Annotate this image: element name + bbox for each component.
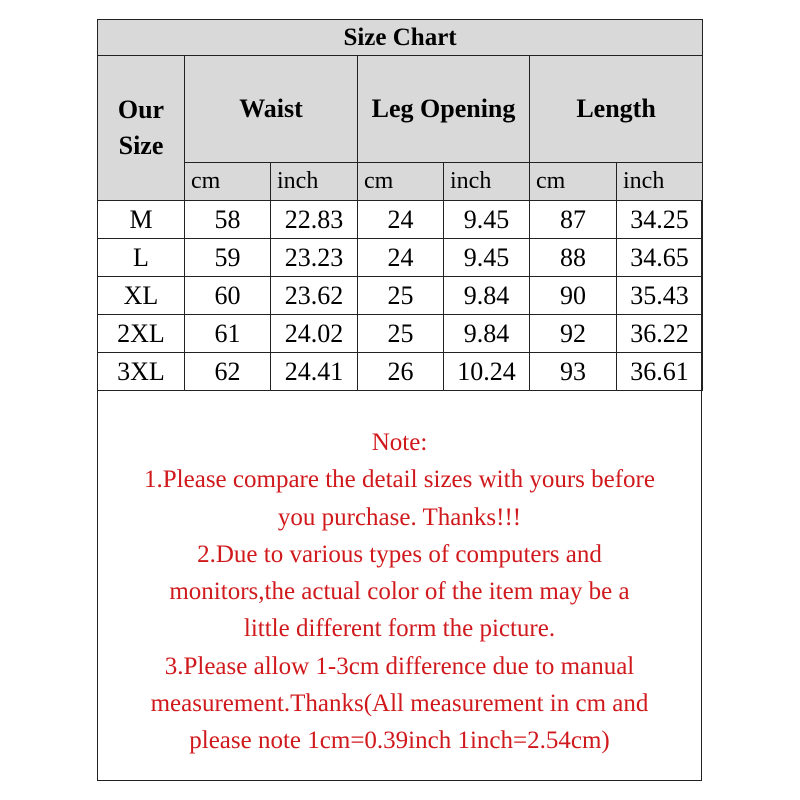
table-row xyxy=(98,353,703,391)
leg-cm: 25 xyxy=(358,315,444,353)
header-our-size-label: Our Size xyxy=(117,95,165,160)
waist-inch: 23.23 xyxy=(271,239,358,277)
unit-leg-inch: inch xyxy=(444,163,530,201)
header-our-size xyxy=(98,56,185,201)
length-inch: 34.25 xyxy=(617,201,703,239)
leg-cm: 26 xyxy=(358,353,444,391)
unit-leg-cm: cm xyxy=(358,163,444,201)
leg-cm: 24 xyxy=(358,239,444,277)
size-label: M xyxy=(98,201,185,239)
waist-cm: 61 xyxy=(185,315,271,353)
unit-waist-cm: cm xyxy=(185,163,271,201)
header-leg-opening: Leg Opening xyxy=(358,56,530,163)
table-row xyxy=(98,315,703,353)
leg-inch: 9.84 xyxy=(444,315,530,353)
unit-length-inch: inch xyxy=(617,163,703,201)
unit-waist-inch: inch xyxy=(271,163,358,201)
leg-cm: 24 xyxy=(358,201,444,239)
note-line: you purchase. Thanks!!! xyxy=(277,503,522,531)
note-line: 1.Please compare the detail sizes with yours before xyxy=(144,466,655,494)
length-inch: 36.22 xyxy=(617,315,703,353)
note-block xyxy=(97,424,702,760)
length-inch: 36.61 xyxy=(617,353,703,391)
note-line: little different form the picture. xyxy=(243,615,556,643)
size-chart-table xyxy=(97,19,703,391)
unit-length-cm: cm xyxy=(530,163,617,201)
leg-inch: 9.45 xyxy=(444,239,530,277)
waist-inch: 24.02 xyxy=(271,315,358,353)
note-line: 3.Please allow 1-3cm difference due to manual xyxy=(164,652,635,680)
note-line: measurement.Thanks(All measurement in cm and xyxy=(150,690,649,718)
length-cm: 88 xyxy=(530,239,617,277)
note-heading: Note: xyxy=(371,429,428,456)
waist-cm: 58 xyxy=(185,201,271,239)
table-row xyxy=(98,239,703,277)
waist-inch: 23.62 xyxy=(271,277,358,315)
waist-cm: 62 xyxy=(185,353,271,391)
leg-cm: 25 xyxy=(358,277,444,315)
table-row xyxy=(98,277,703,315)
length-cm: 90 xyxy=(530,277,617,315)
size-label: 3XL xyxy=(98,353,185,391)
waist-cm: 59 xyxy=(185,239,271,277)
length-inch: 34.65 xyxy=(617,239,703,277)
length-cm: 87 xyxy=(530,201,617,239)
size-label: 2XL xyxy=(98,315,185,353)
waist-inch: 22.83 xyxy=(271,201,358,239)
header-waist: Waist xyxy=(185,56,358,163)
size-label: L xyxy=(98,239,185,277)
leg-inch: 9.45 xyxy=(444,201,530,239)
table-row xyxy=(98,201,703,239)
length-inch: 35.43 xyxy=(617,277,703,315)
size-label: XL xyxy=(98,277,185,315)
size-rows xyxy=(98,201,703,391)
length-cm: 93 xyxy=(530,353,617,391)
length-cm: 92 xyxy=(530,315,617,353)
leg-inch: 10.24 xyxy=(444,353,530,391)
chart-title: Size Chart xyxy=(98,20,703,56)
note-line: 2.Due to various types of computers and xyxy=(197,540,602,568)
leg-inch: 9.84 xyxy=(444,277,530,315)
note-line: monitors,the actual color of the item may be a xyxy=(169,578,630,606)
waist-inch: 24.41 xyxy=(271,353,358,391)
note-line: please note 1cm=0.39inch 1inch=2.54cm) xyxy=(189,727,610,755)
waist-cm: 60 xyxy=(185,277,271,315)
header-length: Length xyxy=(530,56,703,163)
